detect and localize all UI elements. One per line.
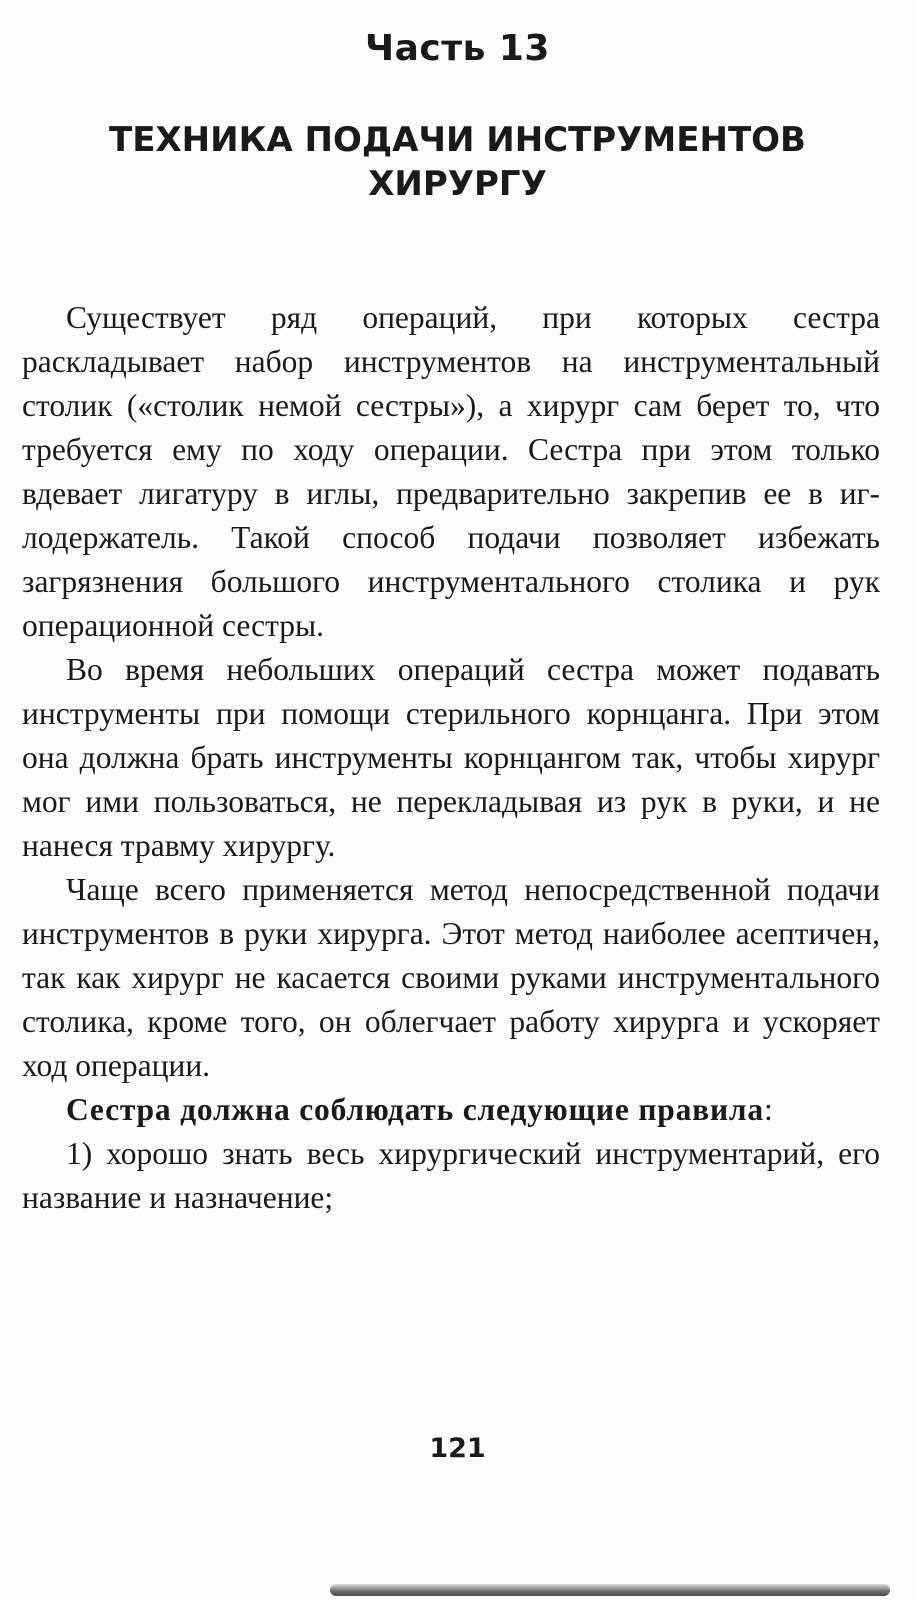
paragraph-1: Существует ряд операций, при которых сестра раскладывает набор инструментов на инструментальный столик («столик немой сестры»), а хирург сам берет то, что требуется ему по ходу операции. Сестра при этом только вдевает лигатуру в иглы, предварительно закрепив ее в иглодержатель. Такой способ подачи позволяет избежать загрязнения большого инструментального столика и рук операционной сестры. [22,300,880,643]
part-title: Часть 13 [365,28,550,69]
page-number: 121 [429,1433,486,1464]
rules-lead [22,1088,880,1132]
paragraph-2: Во время небольших операций сестра может подавать инструменты при помощи стерильного корнцанга. При этом она должна брать инструменты корнцангом так, чтобы хирург мог ими пользоваться, не перекладывая из рук в руки, и не нанеся травму хирургу. [22,652,880,863]
page-bottom-edge-shadow [330,1584,890,1596]
paragraph-3: Чаще всего применяется метод непосредственной подачи инструментов в руки хирурга. Этот метод наиболее асептичен, так как хирург не касается своими руками инструментального столика, кроме того, он облегчает работу хирурга и ускоряет ход операции. [22,872,880,1083]
rule-item-1: 1) хорошо знать весь хирургический инструментарий, его название и назначение; [22,1136,880,1215]
chapter-title [40,118,875,206]
chapter-title-line-2: ХИРУРГУ [368,164,547,204]
chapter-title-line-1: ТЕХНИКА ПОДАЧИ ИНСТРУМЕНТОВ [109,120,806,160]
rules-lead-bold: Сестра должна соблюдать следующие правила [66,1092,764,1127]
rules-lead-colon: : [763,1092,773,1127]
body-text [22,296,880,1220]
